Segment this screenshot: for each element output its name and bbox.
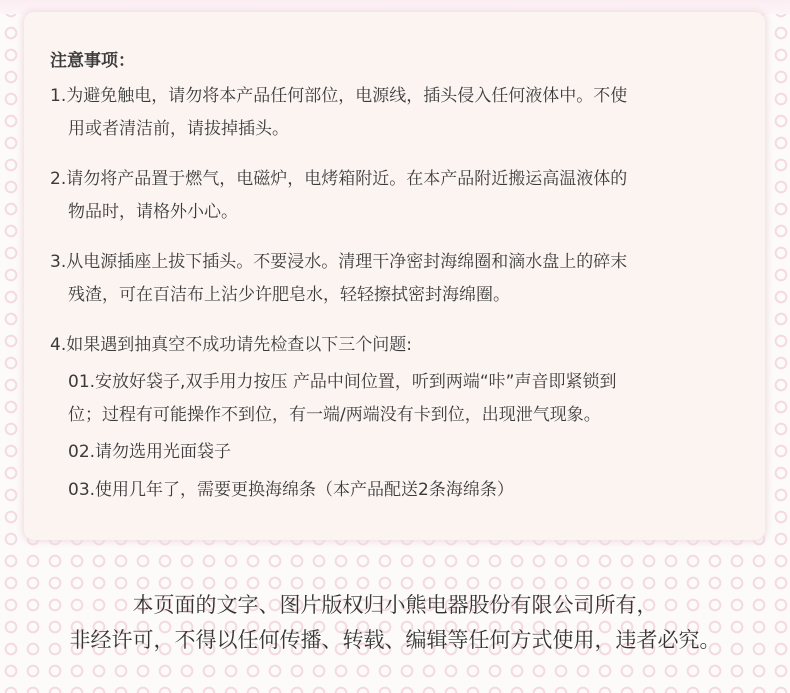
note-item-3-line-1: 3.从电源插座上拔下插头。不要浸水。清理干净密封海绵圈和滴水盘上的碎末 [50, 252, 628, 272]
copyright-line-1: 本页面的文字、图片版权归小熊电器股份有限公司所有， [132, 593, 658, 617]
note-item-4-sub-3: 03.使用几年了，需要更换海绵条（本产品配送2条海绵条） [68, 480, 514, 500]
note-item-4-sub-1-line-2: 位；过程有可能操作不到位，有一端/两端没有卡到位，出现泄气现象。 [68, 405, 601, 425]
note-item-4-sub-2: 02.请勿选用光面袋子 [68, 442, 232, 462]
note-item-1 [50, 80, 750, 146]
note-item-4-sub-1 [68, 366, 758, 432]
note-item-4-title: 4.如果遇到抽真空不成功请先检查以下三个问题: [50, 335, 412, 355]
note-item-1-line-1: 1.为避免触电，请勿将本产品任何部位，电源线，插头侵入任何液体中。不使 [50, 86, 628, 106]
note-item-2-line-1: 2.请勿将产品置于燃气，电磁炉，电烤箱附近。在本产品附近搬运高温液体的 [50, 169, 628, 189]
note-item-2-line-2: 物品时，请格外小心。 [68, 202, 238, 222]
note-item-2 [50, 163, 750, 229]
copyright-line-2: 非经许可，不得以任何传播、转载、编辑等任何方式使用，违者必究。 [69, 628, 721, 652]
notes-heading: 注意事项： [50, 51, 135, 71]
note-item-3 [50, 246, 750, 312]
note-item-3-line-2: 残渣，可在百洁布上沾少许肥皂水，轻轻擦拭密封海绵圈。 [68, 285, 510, 305]
note-item-4-sub-1-line-1: 01.安放好袋子,双手用力按压 产品中间位置，听到两端“咔”声音即紧锁到 [68, 372, 617, 392]
note-item-1-line-2: 用或者清洁前，请拔掉插头。 [68, 119, 289, 139]
